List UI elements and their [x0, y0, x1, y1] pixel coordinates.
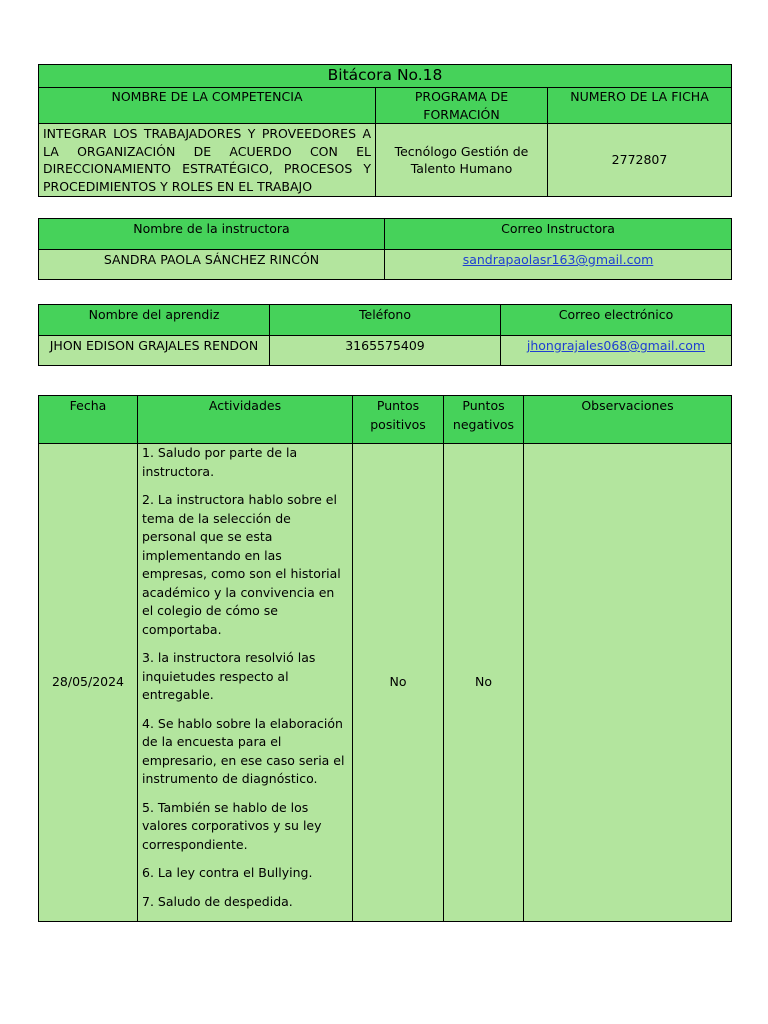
- instructor-name-header: Nombre de la instructora: [39, 219, 385, 250]
- aprendiz-email-header: Correo electrónico: [501, 305, 732, 336]
- instructor-email-link[interactable]: sandrapaolasr163@gmail.com: [462, 252, 654, 267]
- puntos-positivos-header: Puntos positivos: [353, 396, 444, 444]
- competencia-header: NOMBRE DE LA COMPETENCIA: [39, 88, 376, 124]
- programa-header: PROGRAMA DE FORMACIÓN: [376, 88, 548, 124]
- aprendiz-email-link[interactable]: jhongrajales068@gmail.com: [526, 338, 706, 353]
- activity-item: 5. También se hablo de los valores corporativos y su ley correspondiente.: [142, 799, 322, 852]
- activity-item: 6. La ley contra el Bullying.: [142, 865, 313, 880]
- activities-table: [38, 395, 732, 922]
- aprendiz-phone: 3165575409: [270, 336, 501, 366]
- ficha-header: NUMERO DE LA FICHA: [548, 88, 732, 124]
- activity-item: 4. Se hablo sobre la elaboración de la encuesta para el empresario, en ese caso seria el instrumento de diagnóstico.: [142, 715, 345, 786]
- puntos-negativos-value: No: [444, 444, 524, 922]
- competencia-value: INTEGRAR LOS TRABAJADORES Y PROVEEDORES A LA ORGANIZACIÓN DE ACUERDO CON EL DIRECCIONAMIENTO ESTRATÉGICO, PROCESOS Y PROCEDIMIENTOS Y ROLES EN EL TRABAJO: [39, 124, 376, 197]
- bitacora-header-table: [38, 64, 732, 197]
- puntos-positivos-value: No: [353, 444, 444, 922]
- activity-item: 7. Saludo de despedida.: [142, 893, 293, 909]
- aprendiz-name: JHON EDISON GRAJALES RENDON: [39, 336, 270, 366]
- activity-item: 1. Saludo por parte de la instructora.: [142, 445, 298, 479]
- fecha-value: 28/05/2024: [39, 444, 138, 922]
- puntos-negativos-header: Puntos negativos: [444, 396, 524, 444]
- programa-value: Tecnólogo Gestión de Talento Humano: [376, 124, 548, 197]
- activity-item: 3. la instructora resolvió las inquietudes respecto al entregable.: [142, 650, 316, 702]
- instructor-email-header: Correo Instructora: [385, 219, 732, 250]
- actividades-header: Actividades: [138, 396, 353, 444]
- instructor-name: SANDRA PAOLA SÁNCHEZ RINCÓN: [39, 250, 385, 280]
- observaciones-value: [524, 444, 732, 922]
- aprendiz-name-header: Nombre del aprendiz: [39, 305, 270, 336]
- actividades-list: [138, 444, 353, 922]
- observaciones-header: Observaciones: [524, 396, 732, 444]
- aprendiz-table: [38, 304, 732, 366]
- ficha-value: 2772807: [548, 124, 732, 197]
- fecha-header: Fecha: [39, 396, 138, 444]
- activity-item: 2. La instructora hablo sobre el tema de la selección de personal que se esta implementando en las empresas, como son el historial académico y la convivencia en el colegio de cómo se comportaba.: [142, 492, 341, 637]
- instructor-table: [38, 218, 732, 280]
- bitacora-title: Bitácora No.18: [39, 65, 732, 88]
- aprendiz-phone-header: Teléfono: [270, 305, 501, 336]
